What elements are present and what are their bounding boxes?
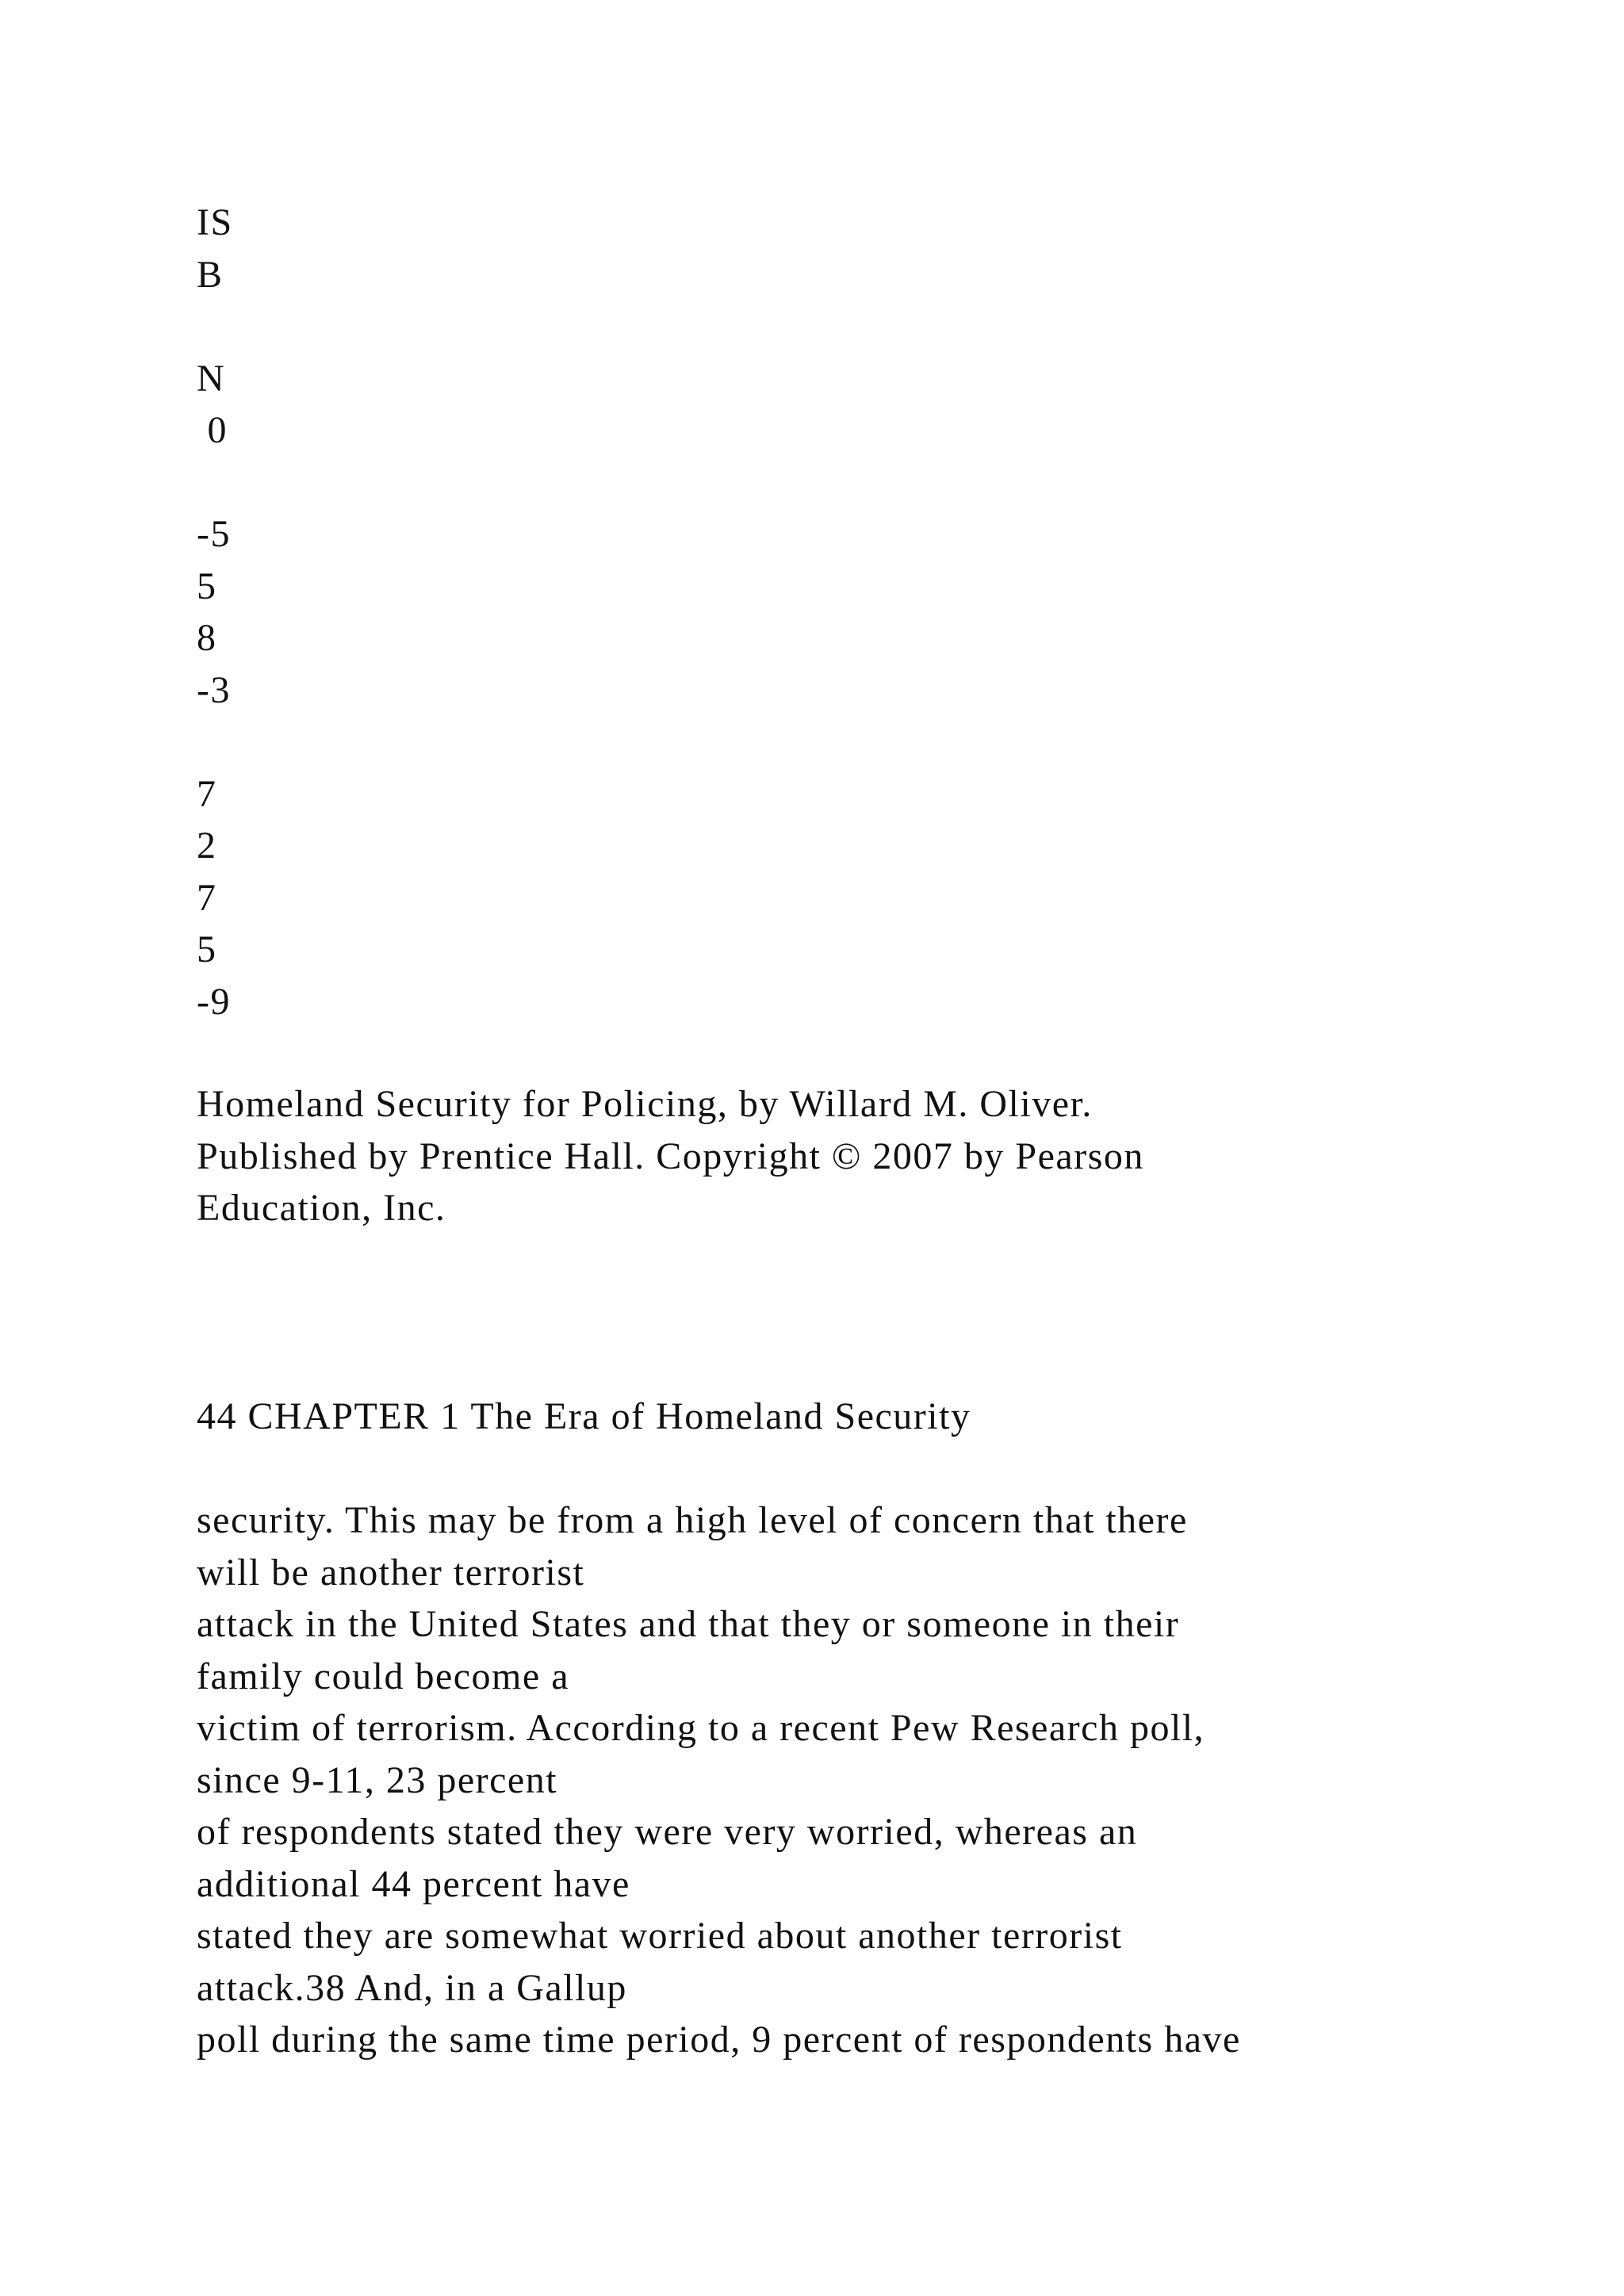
isbn-line: 0 xyxy=(197,409,228,451)
chapter-header: 44 CHAPTER 1 The Era of Homeland Security xyxy=(197,1395,971,1437)
body-paragraph xyxy=(197,1494,1241,2066)
isbn-line: 7 xyxy=(197,772,217,815)
body-line: will be another terrorist xyxy=(197,1551,585,1594)
isbn-line: 2 xyxy=(197,825,217,867)
isbn-line: 7 xyxy=(197,876,217,919)
credit-line: Homeland Security for Policing, by Willard M. Oliver. xyxy=(197,1083,1093,1125)
body-line: additional 44 percent have xyxy=(197,1862,630,1905)
body-line: attack in the United States and that they or someone in their xyxy=(197,1603,1180,1645)
isbn-line: -9 xyxy=(197,980,231,1023)
isbn-vertical-text xyxy=(197,197,233,1027)
isbn-line: N xyxy=(197,357,226,400)
isbn-line xyxy=(197,300,233,353)
copyright-credit xyxy=(197,1078,1144,1234)
body-line: attack.38 And, in a Gallup xyxy=(197,1966,627,2009)
isbn-line: -5 xyxy=(197,513,231,555)
body-line: since 9-11, 23 percent xyxy=(197,1758,558,1801)
running-header xyxy=(197,1391,971,1443)
isbn-line xyxy=(197,716,233,768)
body-line: of respondents stated they were very worried, whereas an xyxy=(197,1811,1138,1853)
credit-line: Education, Inc. xyxy=(197,1187,446,1229)
body-line: victim of terrorism. According to a recent Pew Research poll, xyxy=(197,1707,1205,1749)
isbn-line: -3 xyxy=(197,668,231,711)
isbn-line: 5 xyxy=(197,564,217,607)
body-line: security. This may be from a high level of concern that there xyxy=(197,1499,1188,1541)
isbn-line: 5 xyxy=(197,928,217,970)
isbn-line xyxy=(197,457,233,509)
body-line: poll during the same time period, 9 percent of respondents have xyxy=(197,2019,1241,2061)
body-line: family could become a xyxy=(197,1655,569,1697)
isbn-line: 8 xyxy=(197,617,217,659)
isbn-line: B xyxy=(197,253,224,296)
isbn-line: IS xyxy=(197,201,233,243)
body-line: stated they are somewhat worried about another terrorist xyxy=(197,1915,1123,1957)
credit-line: Published by Prentice Hall. Copyright © 2007 by Pearson xyxy=(197,1135,1144,1177)
